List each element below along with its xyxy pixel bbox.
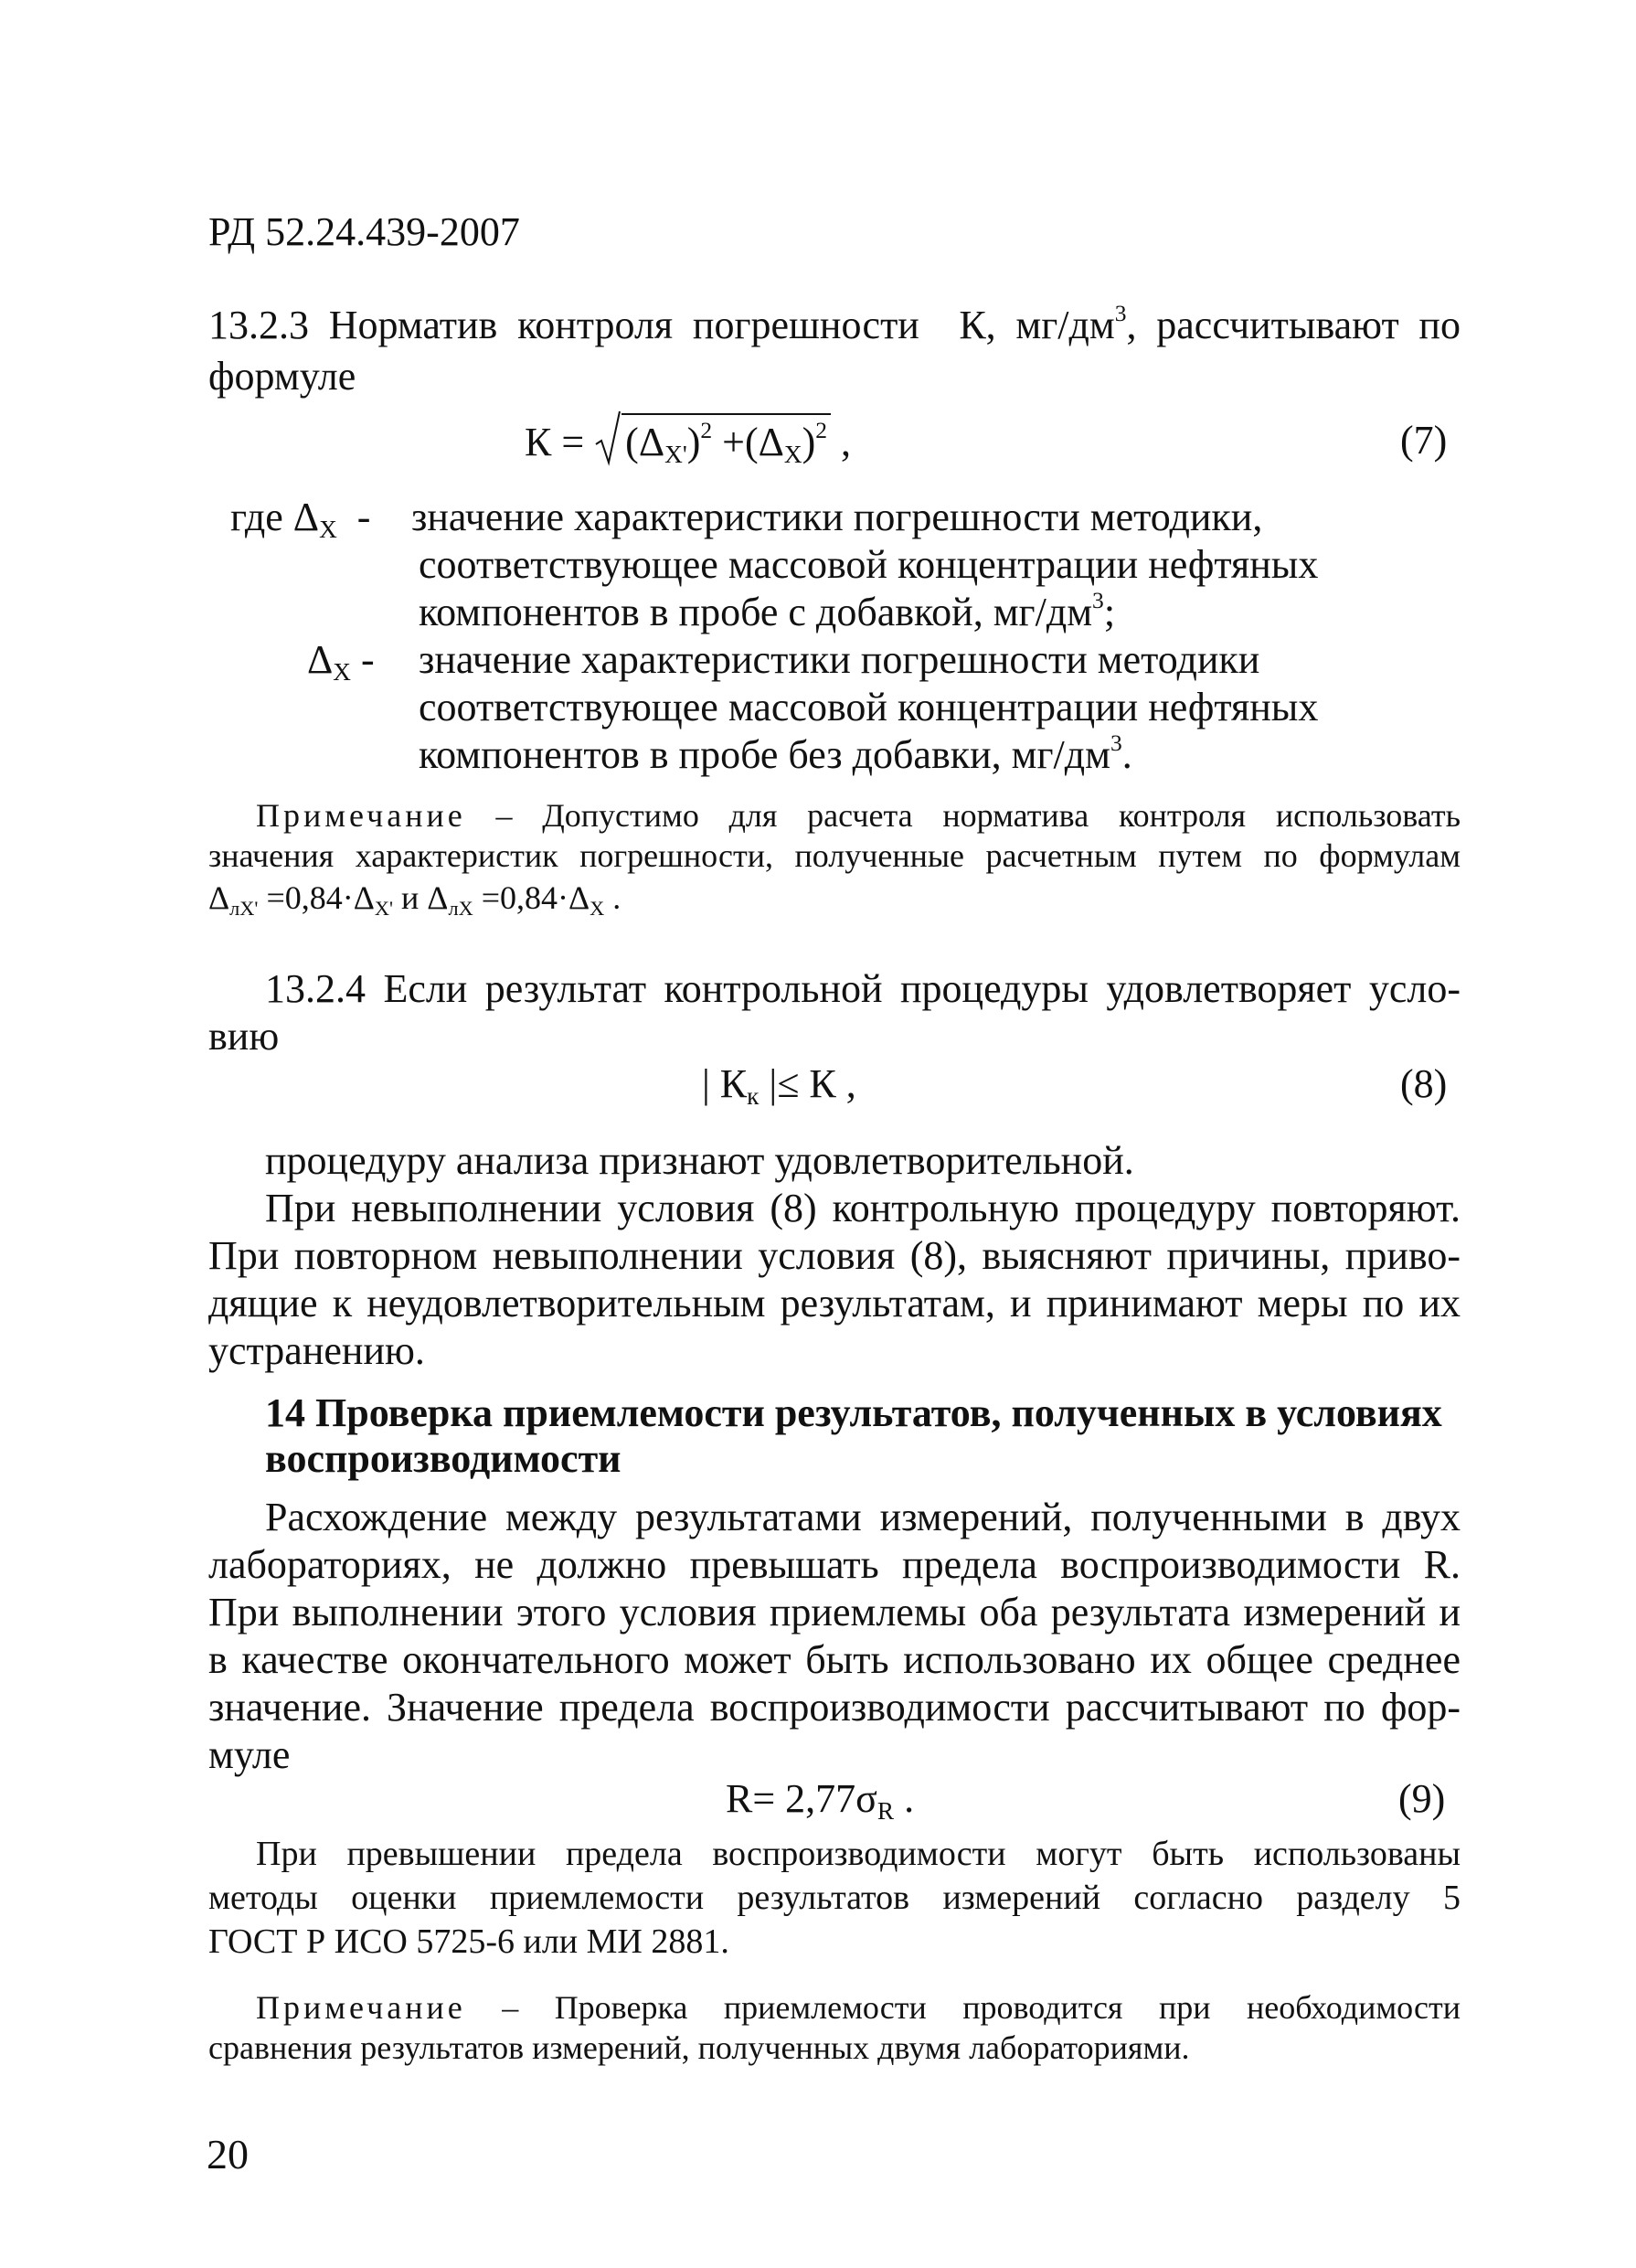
paragraph-13-2-4-line2: вию — [208, 1014, 280, 1059]
section-14-p1-line2: лабораториях, не должно превышать предела воспроизводимости R. — [208, 1542, 1461, 1587]
section-14-p2-line1: При превышении предела воспроизводимости могут быть использованы — [256, 1835, 1461, 1873]
paragraph-13-2-4-p2-line2: При повторном невыполнении условия (8), выясняют причины, приво- — [208, 1233, 1461, 1278]
note-1-formulas: $\Delta_{лX'} =0,84\cdot\Delta_{X'}$ и $\Delta_{лX} =0,84\cdot\Delta_X$ . — [208, 879, 621, 920]
formula-7-number: (7) — [1400, 418, 1448, 463]
formula-9: $R= 2,77\sigma_R$ . — [726, 1776, 915, 1826]
note-2-line-1: Примечание – Проверка приемлемости проводится при необходимости — [256, 1989, 1461, 2026]
formula-7: К = $(\Delta_{X'})^2 +(\Delta_X)^2$ , — [525, 413, 851, 465]
formula-9-number: (9) — [1398, 1776, 1446, 1821]
paragraph-13-2-4-p2-line4: устранению. — [208, 1328, 425, 1373]
note-1-line-1: Примечание – Допустимо для расчета норматива контроля использовать — [256, 797, 1461, 834]
section-14-title-line2: воспроизводимости — [265, 1436, 621, 1481]
section-14-p2-line3: ГОСТ Р ИСО 5725-6 или МИ 2881. — [208, 1922, 729, 1961]
where-line-1: значение характеристики погрешности методики, — [411, 495, 1263, 539]
section-14-title-line1: 14 Проверка приемлемости результатов, полученных в условиях — [265, 1390, 1442, 1435]
where-line-4: значение характеристики погрешности методики — [419, 637, 1260, 682]
formula-8-number: (8) — [1400, 1061, 1448, 1106]
where-symbol-2: $\Delta_X$ - — [307, 637, 375, 687]
section-14-p1-line3: При выполнении этого условия приемлемы оба результата измерений и — [208, 1590, 1461, 1634]
square-root: $(\Delta_{X'})^2 +(\Delta_X)^2$ — [594, 413, 831, 465]
section-14-p1-line4: в качестве окончательного может быть использовано их общее среднее — [208, 1637, 1461, 1682]
note-1-line-2: значения характеристик погрешности, полученные расчетным путем по формулам — [208, 837, 1461, 874]
paragraph-13-2-3-line2: формуле — [208, 354, 356, 399]
section-14-p2-line2: методы оценки приемлемости результатов измерений согласно разделу 5 — [208, 1879, 1461, 1917]
paragraph-13-2-4-p2-line1: При невыполнении условия (8) контрольную процедуру повторяют. — [265, 1186, 1461, 1230]
where-line-6: компонентов в пробе без добавки, $мг/дм^3$. — [419, 729, 1132, 777]
paragraph-13-2-4-p2-line3: дящие к неудовлетворительным результатам, и принимают меры по их — [208, 1281, 1461, 1326]
page-number: 20 — [207, 2131, 249, 2177]
where-label: где $\Delta_X$ - — [230, 495, 371, 544]
formula-8: | $К_к$ |≤ К , — [702, 1061, 856, 1111]
note-2-line-2: сравнения результатов измерений, полученных двумя лабораториями. — [208, 2029, 1190, 2066]
where-line-3: компонентов в пробе с добавкой, $мг/дм^3$; — [419, 586, 1116, 634]
paragraph-13-2-4-p1: процедуру анализа признают удовлетворительной. — [265, 1138, 1134, 1183]
section-14-p1-line1: Расхождение между результатами измерений, полученными в двух — [265, 1495, 1461, 1539]
document-code: РД 52.24.439-2007 — [208, 209, 520, 254]
radical-sign-icon — [594, 408, 621, 466]
section-14-p1-line5: значение. Значение предела воспроизводимости рассчитывают по фор- — [208, 1685, 1461, 1730]
where-line-2: соответствующее массовой концентрации нефтяных — [419, 542, 1319, 587]
section-14-p1-line6: муле — [208, 1732, 291, 1777]
paragraph-13-2-4-line1: 13.2.4 Если результат контрольной процедуры удовлетворяет усло- — [265, 966, 1461, 1011]
where-line-5: соответствующее массовой концентрации нефтяных — [419, 685, 1319, 729]
paragraph-13-2-3-line1: 13.2.3 Норматив контроля погрешности К, $мг/дм^3$, рассчитывают по — [208, 299, 1461, 347]
